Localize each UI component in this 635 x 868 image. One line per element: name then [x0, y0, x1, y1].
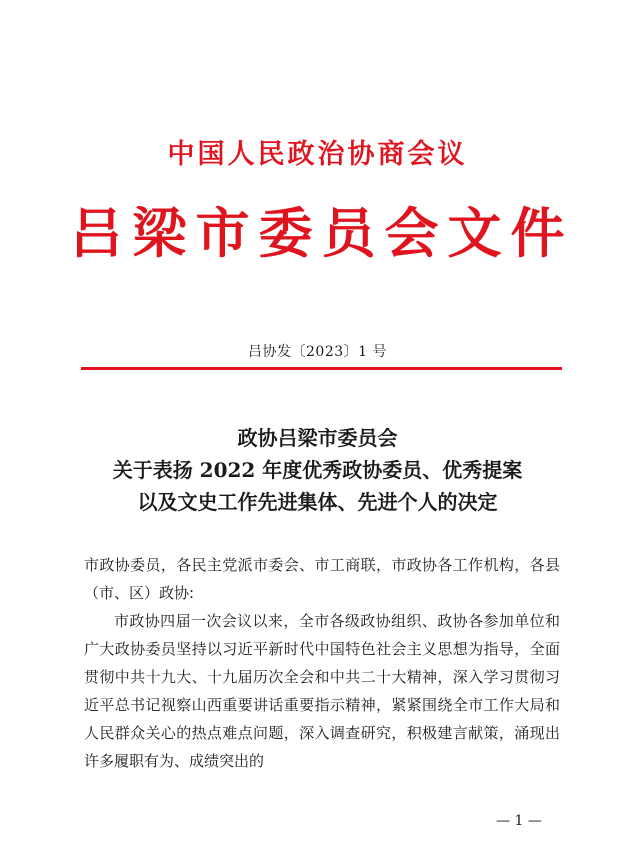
document-title — [60, 422, 575, 518]
salutation: 市政协委员，各民主党派市委会、市工商联，市政协各工作机构，各县（市、区）政协: — [84, 556, 560, 602]
body-paragraph: 市政协四届一次会议以来，全市各级政协组织、政协各参加单位和广大政协委员坚持以习近平新时代中国特色社会主义思想为指导，全面贯彻中共十九大、十九届历次全会和中共二十大精神，深入学习贯彻习近平总书记视察山西重要讲话重要指示精神，紧紧围绕全市工作大局和人民群众关心的热点难点问题，深入调查研究，积极建言献策，涌现出许多履职有为、成绩突出的 — [84, 612, 560, 770]
red-separator-rule — [81, 367, 562, 370]
title-line-3: 以及文史工作先进集体、先进个人的决定 — [137, 490, 498, 514]
document-masthead-title: 吕梁市委员会文件 — [69, 201, 574, 265]
title-line-2: 关于表扬 2022 年度优秀政协委员、优秀提案 — [112, 458, 523, 482]
document-number: 吕协发〔2023〕1 号 — [248, 344, 387, 360]
issuing-organization-line: 中国人民政治协商会议 — [167, 139, 468, 170]
page-number: — 1 — — [496, 813, 542, 829]
title-line-1: 政协吕梁市委员会 — [237, 426, 398, 450]
document-body — [84, 551, 560, 775]
